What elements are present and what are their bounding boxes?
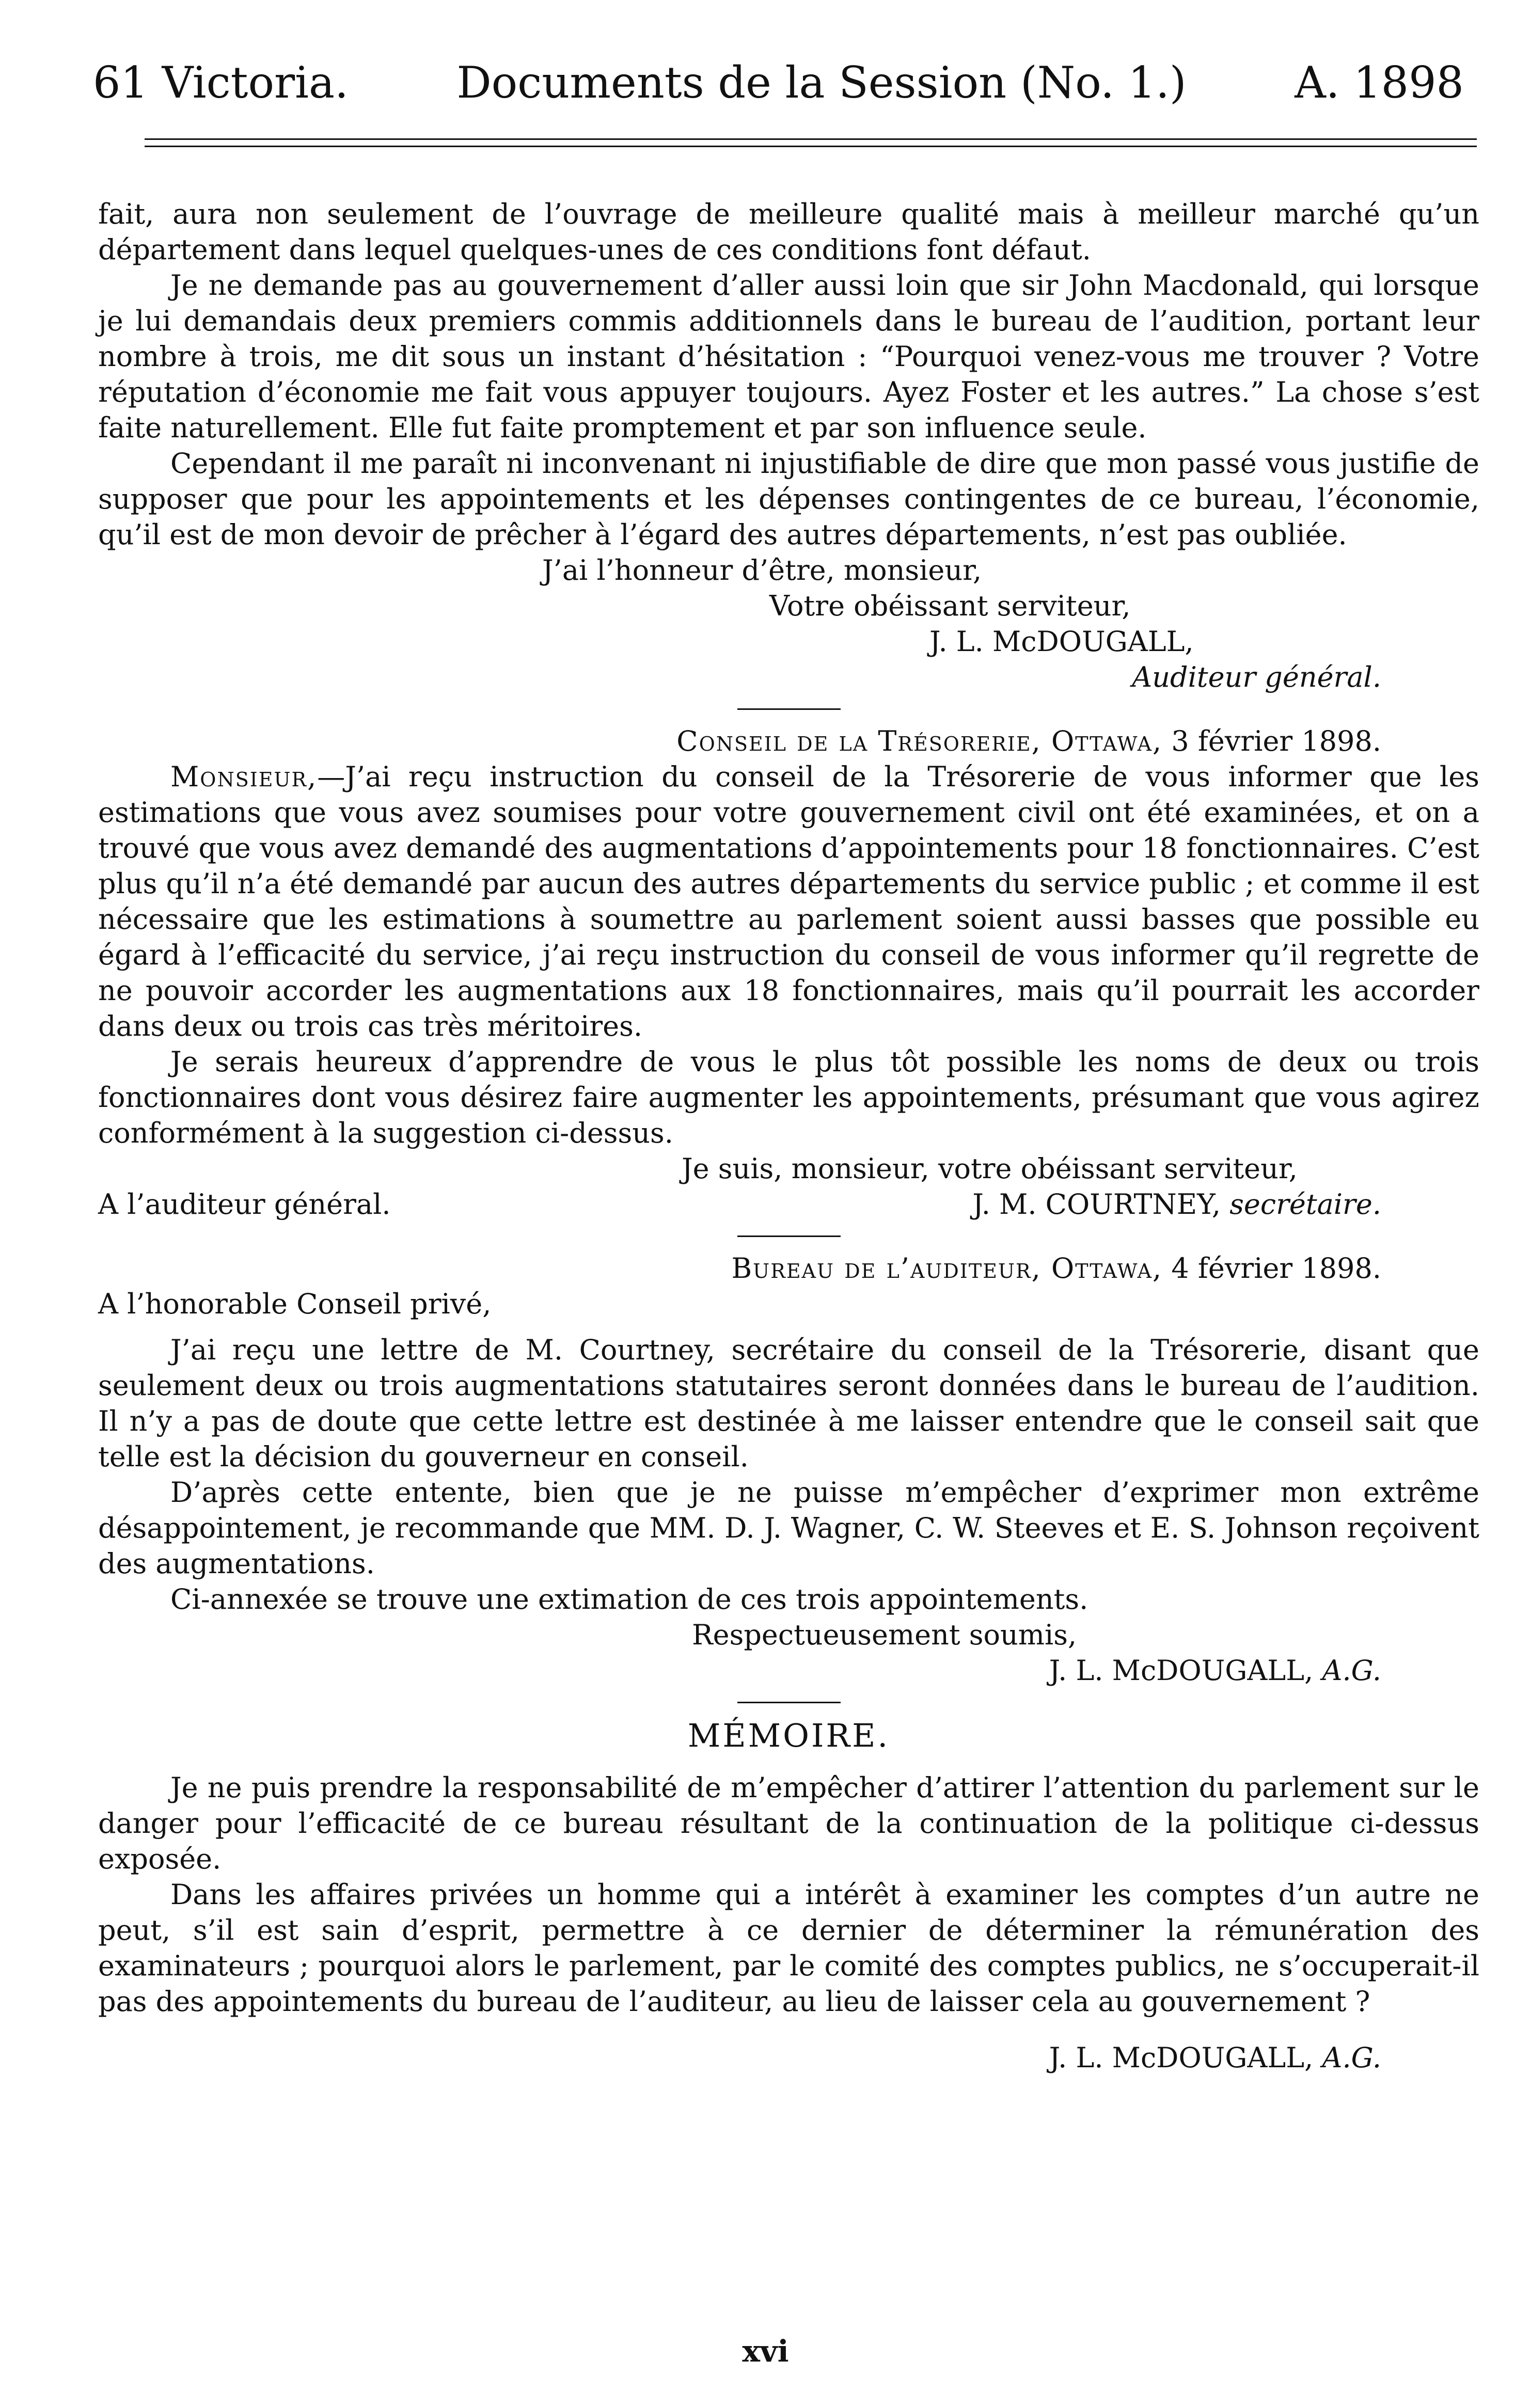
- letter2-signer: J. M. COURTNEY,: [972, 1188, 1221, 1221]
- separator-2: [737, 1235, 841, 1237]
- letter3-paragraph-1: J’ai reçu une lettre de M. Courtney, secrétaire du conseil de la Trésorerie, disant que seulement deux ou trois augmentations statutaires seront données dans le bureau de l’audition. Il n’y a pas de doute que cette lettre est destinée à me laisser entendre que le conseil sait que telle est la décision du gouverneur en conseil.: [98, 1334, 1479, 1473]
- header-rule-top: [145, 138, 1477, 140]
- letter2-closing: Je suis, monsieur, votre obéissant serviteur,: [682, 1152, 1298, 1185]
- memoire-paragraph-1: Je ne puis prendre la responsabilité de m’empêcher d’attirer l’attention du parlement sur le danger pour l’efficacité de ce bureau résultant de la continuation de la politique ci-dessus exposée.: [98, 1771, 1479, 1875]
- letter3-dateline: [98, 1250, 1479, 1286]
- letter1-paragraph-3: Cependant il me paraît ni inconvenant ni injustifiable de dire que mon passé vous justifie de supposer que pour les appointements et les dépenses contingentes de ce bureau, l’économie, qu’il est de mon devoir de prêcher à l’égard des autres départements, n’est pas oubliée.: [98, 447, 1479, 551]
- memoire-title: MÉMOIRE.: [687, 1717, 890, 1754]
- running-header: [93, 41, 1464, 124]
- letter1-closing-1: J’ai l’honneur d’être, monsieur,: [542, 554, 982, 587]
- letter2-dateline: [98, 723, 1479, 759]
- letter2-signature-row: [98, 1186, 1479, 1222]
- body-text: [98, 196, 1479, 2076]
- letter2-paragraph-1-text: —J’ai reçu instruction du conseil de la Trésorerie de vous informer que les estimations que vous avez soumises pour votre gouvernement civil ont été examinées, et on a trouvé que vous avez demandé des augmentations d’appointements pour 18 fonctionnaires. C’est plus qu’il n’a été demandé par aucun des autres départements du service public ; et comme il est nécessaire que les estimations à soumettre au parlement soient aussi basses que possible eu égard à l’efficacité du service, j’ai reçu instruction du conseil de vous informer qu’il regrette de ne pouvoir accorder les augmentations aux 18 fonctionnaires, mais qu’il pourrait les accorder dans deux ou trois cas très méritoires.: [98, 761, 1479, 1042]
- separator-1: [737, 708, 841, 710]
- letter3-paragraph-3: Ci-annexée se trouve une extimation de ces trois appointements.: [170, 1583, 1088, 1615]
- memoire-paragraph-2: Dans les affaires privées un homme qui a intérêt à examiner les comptes d’un autre ne peut, s’il est sain d’esprit, permettre à ce dernier de déterminer la rémunération des examinateurs ; pourquoi alors le parlement, par le comité des comptes publics, ne s’occuperait-il pas des appointements du bureau de l’auditeur, au lieu de laisser cela au gouvernement ?: [98, 1878, 1479, 2018]
- letter2-paragraph-2: Je serais heureux d’apprendre de vous le plus tôt possible les noms de deux ou trois fonctionnaires dont vous désirez faire augmenter les appointements, présumant que vous agirez conformément à la suggestion ci-dessus.: [98, 1045, 1479, 1149]
- letter3-dateline-place: Bureau de l’auditeur, Ottawa,: [731, 1252, 1163, 1285]
- letter3-signature: [98, 1653, 1479, 1688]
- letter3-addressee: A l’honorable Conseil privé,: [98, 1288, 492, 1320]
- letter1-signer: J. L. McDOUGALL,: [929, 625, 1194, 658]
- memoire-signer: J. L. McDOUGALL,: [1049, 2041, 1314, 2074]
- memoire-signer-suffix: A.G.: [1322, 2041, 1381, 2074]
- header-volume: 61 Victoria.: [93, 57, 349, 108]
- letter1-signer-title: Auditeur général.: [1132, 661, 1381, 693]
- letter3-dateline-date: 4 février 1898.: [1171, 1252, 1381, 1285]
- header-rule-bottom: [145, 146, 1477, 147]
- letter3-paragraph-2: D’après cette entente, bien que je ne puisse m’empêcher d’exprimer mon extrême désappointement, je recommande que MM. D. J. Wagner, C. W. Steeves et E. S. Johnson reçoivent des augmentations.: [98, 1476, 1479, 1580]
- letter2-dateline-place: Conseil de la Trésorerie, Ottawa,: [676, 725, 1163, 757]
- letter3-signer-suffix: A.G.: [1322, 1654, 1381, 1687]
- letter2-dateline-date: 3 février 1898.: [1171, 725, 1381, 757]
- page-number: xvi: [742, 2334, 789, 2369]
- letter2-signature: [972, 1186, 1381, 1222]
- letter2-paragraph-1: [98, 759, 1479, 1044]
- letter1-paragraph-2: Je ne demande pas au gouvernement d’aller aussi loin que sir John Macdonald, qui lorsque je lui demandais deux premiers commis additionnels dans le bureau de l’audition, portant leur nombre à trois, me dit sous un instant d’hésitation : “Pourquoi venez-vous me trouver ? Votre réputation d’économie me fait vous appuyer toujours. Ayez Foster et les autres.” La chose s’est faite naturellement. Elle fut faite promptement et par son influence seule.: [98, 269, 1479, 444]
- separator-3: [737, 1702, 841, 1703]
- letter2-salutation: Monsieur,: [170, 761, 318, 793]
- header-year: A. 1898: [1295, 57, 1464, 108]
- letter1-paragraph-1: fait, aura non seulement de l’ouvrage de meilleure qualité mais à meilleur marché qu’un département dans lequel quelques-unes de ces conditions font défaut.: [98, 198, 1479, 266]
- letter3-signer: J. L. McDOUGALL,: [1049, 1654, 1314, 1687]
- letter2-addressee: A l’auditeur général.: [98, 1188, 391, 1221]
- letter1-closing-2: Votre obéissant serviteur,: [769, 590, 1131, 622]
- header-title: Documents de la Session (No. 1.): [456, 57, 1187, 108]
- letter2-signer-title: secrétaire.: [1229, 1188, 1381, 1221]
- memoire-signature: [98, 2040, 1479, 2076]
- letter3-closing: Respectueusement soumis,: [692, 1619, 1077, 1651]
